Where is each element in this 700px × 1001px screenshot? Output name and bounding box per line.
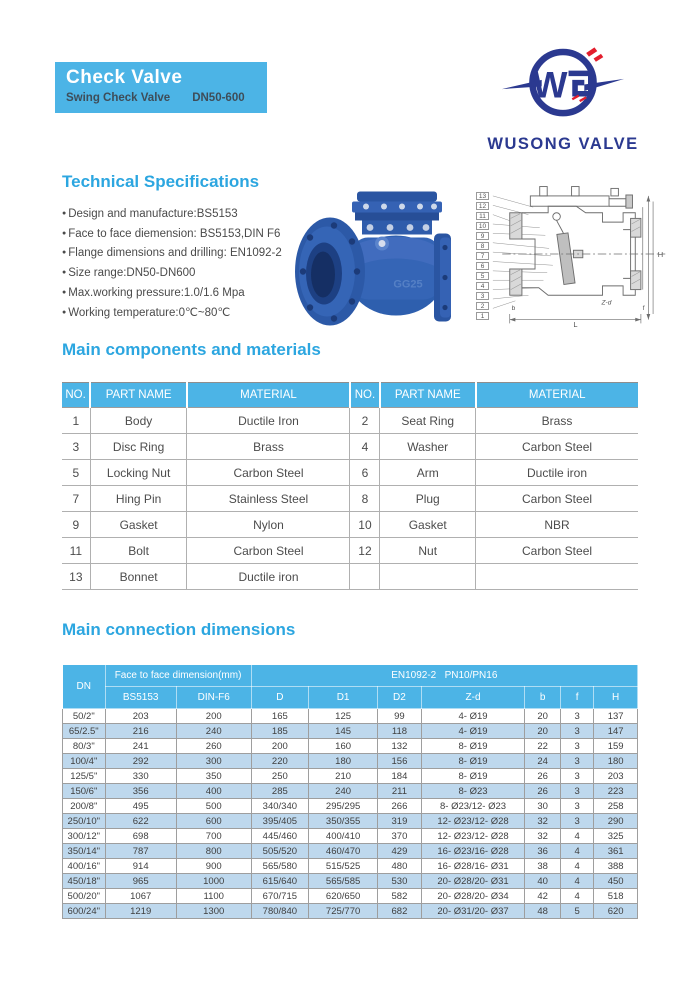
table-cell: 285 xyxy=(251,784,309,799)
table-cell: Gasket xyxy=(380,512,476,538)
table-cell: Carbon Steel xyxy=(187,460,350,486)
table-cell: Seat Ring xyxy=(380,408,476,434)
spec-bullet: ● Working temperature:0℃~80℃ xyxy=(62,307,294,320)
table-cell: 370 xyxy=(378,829,422,844)
table-cell: Body xyxy=(90,408,187,434)
table-cell: Stainless Steel xyxy=(187,486,350,512)
table-cell: 495 xyxy=(105,799,176,814)
table-cell: 4 xyxy=(560,874,593,889)
table-cell: 3 xyxy=(560,754,593,769)
col-b: b xyxy=(525,687,561,709)
dimensions-table xyxy=(62,664,638,919)
table-cell: 505/520 xyxy=(251,844,309,859)
table-cell: 682 xyxy=(378,904,422,919)
company-logo xyxy=(478,40,648,154)
table-cell: 4 xyxy=(350,434,380,460)
table-cell: 965 xyxy=(105,874,176,889)
table-cell: 725/770 xyxy=(309,904,378,919)
table-cell: 340/340 xyxy=(251,799,309,814)
table-cell: Locking Nut xyxy=(90,460,187,486)
svg-text:Z-d: Z-d xyxy=(601,299,612,307)
col-dinf6: DIN-F6 xyxy=(176,687,251,709)
dimension-row xyxy=(63,889,638,904)
spec-bullet: ● Design and manufacture:BS5153 xyxy=(62,208,294,221)
col-d: D xyxy=(251,687,309,709)
page-title: Check Valve xyxy=(66,67,183,88)
drawing-part-number: 11 xyxy=(476,212,489,220)
table-cell: 180 xyxy=(594,754,638,769)
spec-bullet: ● Face to face diemension: BS5153,DIN F6 xyxy=(62,228,294,241)
table-cell: 1100 xyxy=(176,889,251,904)
table-cell: 1219 xyxy=(105,904,176,919)
table-cell: 30 xyxy=(525,799,561,814)
drawing-part-number: 2 xyxy=(476,302,489,310)
col-h: H xyxy=(594,687,638,709)
table-cell: 118 xyxy=(378,724,422,739)
table-cell: 295/295 xyxy=(309,799,378,814)
table-cell: 8- Ø19 xyxy=(421,739,525,754)
dimension-row xyxy=(63,754,638,769)
table-cell: 145 xyxy=(309,724,378,739)
table-cell: Carbon Steel xyxy=(476,434,638,460)
dimension-row xyxy=(63,829,638,844)
table-cell: Carbon Steel xyxy=(476,538,638,564)
table-cell: 156 xyxy=(378,754,422,769)
table-cell: 250/10" xyxy=(63,814,106,829)
table-cell: Nut xyxy=(380,538,476,564)
table-cell: 319 xyxy=(378,814,422,829)
svg-text:L: L xyxy=(573,320,578,330)
col-no-1: NO. xyxy=(62,383,90,408)
table-cell: 8- Ø23 xyxy=(421,784,525,799)
table-cell: 780/840 xyxy=(251,904,309,919)
col-group-face: Face to face dimension(mm) xyxy=(105,665,251,687)
table-cell: 330 xyxy=(105,769,176,784)
table-cell: Arm xyxy=(380,460,476,486)
dimensions-title: Main connection dimensions xyxy=(62,620,296,639)
table-cell: 160 xyxy=(309,739,378,754)
svg-text:H: H xyxy=(657,249,664,259)
table-cell: 241 xyxy=(105,739,176,754)
table-cell: 900 xyxy=(176,859,251,874)
table-cell: 600/24" xyxy=(63,904,106,919)
table-cell: 620/650 xyxy=(309,889,378,904)
components-table xyxy=(62,382,638,590)
table-cell: 787 xyxy=(105,844,176,859)
table-cell: 3 xyxy=(560,784,593,799)
dimension-row xyxy=(63,859,638,874)
table-cell: 8- Ø19 xyxy=(421,769,525,784)
table-cell: 125 xyxy=(309,709,378,724)
table-cell: 200 xyxy=(251,739,309,754)
table-cell: Bolt xyxy=(90,538,187,564)
table-cell: 3 xyxy=(560,799,593,814)
table-cell: 200/8" xyxy=(63,799,106,814)
table-cell: Brass xyxy=(476,408,638,434)
table-cell: Ductile Iron xyxy=(187,408,350,434)
table-cell: 220 xyxy=(251,754,309,769)
table-cell: Plug xyxy=(380,486,476,512)
spec-bullet: ● Max.working pressure:1.0/1.6 Mpa xyxy=(62,287,294,300)
company-name: WUSONG VALVE xyxy=(487,135,639,153)
svg-text:f: f xyxy=(642,305,645,313)
dimension-row xyxy=(63,769,638,784)
component-row xyxy=(62,512,638,538)
size-range-label: DN50-600 xyxy=(192,92,245,104)
table-cell: 518 xyxy=(594,889,638,904)
table-cell: 3 xyxy=(560,709,593,724)
table-cell: 165 xyxy=(251,709,309,724)
svg-text:b: b xyxy=(511,305,516,313)
dimensions-section xyxy=(62,620,638,919)
col-bs5153: BS5153 xyxy=(105,687,176,709)
title-banner xyxy=(55,62,267,113)
table-cell: 50/2" xyxy=(63,709,106,724)
table-cell: 914 xyxy=(105,859,176,874)
table-cell: 582 xyxy=(378,889,422,904)
spec-bullet: ● Size range:DN50-DN600 xyxy=(62,267,294,280)
table-cell: 429 xyxy=(378,844,422,859)
table-cell: 11 xyxy=(62,538,90,564)
table-cell: 203 xyxy=(105,709,176,724)
components-title: Main components and materials xyxy=(62,340,321,359)
table-cell: 210 xyxy=(309,769,378,784)
table-cell: 24 xyxy=(525,754,561,769)
table-cell: 16- Ø28/16- Ø31 xyxy=(421,859,525,874)
dimension-row xyxy=(63,814,638,829)
table-cell: 13 xyxy=(62,564,90,590)
table-cell: 48 xyxy=(525,904,561,919)
table-cell: 565/585 xyxy=(309,874,378,889)
table-cell: Ductile iron xyxy=(187,564,350,590)
table-cell: Disc Ring xyxy=(90,434,187,460)
table-cell: Brass xyxy=(187,434,350,460)
table-cell: 100/4" xyxy=(63,754,106,769)
table-cell: 203 xyxy=(594,769,638,784)
drawing-part-number: 12 xyxy=(476,202,489,210)
dimension-row xyxy=(63,904,638,919)
table-cell: 460/470 xyxy=(309,844,378,859)
table-cell: 400/410 xyxy=(309,829,378,844)
table-cell: 184 xyxy=(378,769,422,784)
table-cell: 99 xyxy=(378,709,422,724)
drawing-part-number: 9 xyxy=(476,232,489,240)
sectional-drawing xyxy=(476,178,669,330)
table-cell: 125/5" xyxy=(63,769,106,784)
drawing-part-numbers xyxy=(476,192,489,320)
col-no-2: NO. xyxy=(350,383,380,408)
table-cell: 4 xyxy=(560,844,593,859)
table-cell: 388 xyxy=(594,859,638,874)
component-row xyxy=(62,538,638,564)
table-cell: 1067 xyxy=(105,889,176,904)
table-cell: 1 xyxy=(62,408,90,434)
table-cell: 20 xyxy=(525,724,561,739)
table-cell: 180 xyxy=(309,754,378,769)
dimension-row xyxy=(63,739,638,754)
table-cell: 10 xyxy=(350,512,380,538)
table-cell: 5 xyxy=(62,460,90,486)
table-cell: Nylon xyxy=(187,512,350,538)
table-cell: 260 xyxy=(176,739,251,754)
table-cell: 300/12" xyxy=(63,829,106,844)
table-cell: 6 xyxy=(350,460,380,486)
col-partname-2: PART NAME xyxy=(380,383,476,408)
table-cell: 450 xyxy=(594,874,638,889)
table-cell: 12- Ø23/12- Ø28 xyxy=(421,829,525,844)
dim-header-row-2 xyxy=(63,687,638,709)
col-d1: D1 xyxy=(309,687,378,709)
table-cell: 36 xyxy=(525,844,561,859)
valve-type-label: Swing Check Valve xyxy=(66,92,171,104)
table-cell: 350/14" xyxy=(63,844,106,859)
table-cell: 80/3" xyxy=(63,739,106,754)
table-cell: 12 xyxy=(350,538,380,564)
drawing-part-number: 1 xyxy=(476,312,489,320)
table-cell: 3 xyxy=(560,769,593,784)
table-cell: 137 xyxy=(594,709,638,724)
table-cell: 400 xyxy=(176,784,251,799)
table-cell: 240 xyxy=(176,724,251,739)
table-cell: 3 xyxy=(560,814,593,829)
table-cell: 500/20" xyxy=(63,889,106,904)
table-cell: Carbon Steel xyxy=(476,486,638,512)
component-row xyxy=(62,486,638,512)
wusong-logo-icon xyxy=(493,40,633,128)
table-cell: 4- Ø19 xyxy=(421,724,525,739)
col-partname-1: PART NAME xyxy=(90,383,187,408)
table-cell: 800 xyxy=(176,844,251,859)
table-cell: 395/405 xyxy=(251,814,309,829)
table-cell: 622 xyxy=(105,814,176,829)
table-cell: 65/2.5" xyxy=(63,724,106,739)
table-cell: 132 xyxy=(378,739,422,754)
table-cell: Gasket xyxy=(90,512,187,538)
drawing-part-number: 4 xyxy=(476,282,489,290)
table-cell: 258 xyxy=(594,799,638,814)
drawing-part-number: 7 xyxy=(476,252,489,260)
table-cell: 223 xyxy=(594,784,638,799)
table-cell: 42 xyxy=(525,889,561,904)
table-cell: 8 xyxy=(350,486,380,512)
dimension-row xyxy=(63,799,638,814)
table-cell: 4 xyxy=(560,829,593,844)
table-cell: 200 xyxy=(176,709,251,724)
table-cell xyxy=(350,564,380,590)
dim-header-row-1 xyxy=(63,665,638,687)
table-cell: 8- Ø19 xyxy=(421,754,525,769)
table-cell: 150/6" xyxy=(63,784,106,799)
table-cell: 147 xyxy=(594,724,638,739)
col-material-1: MATERIAL xyxy=(187,383,350,408)
table-cell: Ductile iron xyxy=(476,460,638,486)
table-cell: 20- Ø28/20- Ø34 xyxy=(421,889,525,904)
table-cell: 159 xyxy=(594,739,638,754)
table-cell: 185 xyxy=(251,724,309,739)
table-cell: 20- Ø31/20- Ø37 xyxy=(421,904,525,919)
table-cell: 16- Ø23/16- Ø28 xyxy=(421,844,525,859)
table-cell: Carbon Steel xyxy=(187,538,350,564)
table-cell: 4 xyxy=(560,889,593,904)
table-cell: 26 xyxy=(525,769,561,784)
table-cell: 600 xyxy=(176,814,251,829)
table-cell xyxy=(476,564,638,590)
table-cell: Bonnet xyxy=(90,564,187,590)
drawing-part-number: 10 xyxy=(476,222,489,230)
table-cell: 5 xyxy=(560,904,593,919)
table-cell: NBR xyxy=(476,512,638,538)
table-cell: 3 xyxy=(560,724,593,739)
col-zd: Z-d xyxy=(421,687,525,709)
table-cell: 698 xyxy=(105,829,176,844)
table-cell: 350/355 xyxy=(309,814,378,829)
table-cell: 325 xyxy=(594,829,638,844)
col-material-2: MATERIAL xyxy=(476,383,638,408)
table-cell: 361 xyxy=(594,844,638,859)
table-cell: 4 xyxy=(560,859,593,874)
table-cell: 1000 xyxy=(176,874,251,889)
table-cell: 9 xyxy=(62,512,90,538)
table-cell: 480 xyxy=(378,859,422,874)
col-d2: D2 xyxy=(378,687,422,709)
table-cell: 20 xyxy=(525,709,561,724)
table-cell: 700 xyxy=(176,829,251,844)
drawing-part-number: 13 xyxy=(476,192,489,200)
dimension-row xyxy=(63,874,638,889)
table-cell: 3 xyxy=(560,739,593,754)
table-cell: 240 xyxy=(309,784,378,799)
dimensions-table-body xyxy=(63,709,638,919)
dimension-row xyxy=(63,724,638,739)
col-f: f xyxy=(560,687,593,709)
table-cell: 250 xyxy=(251,769,309,784)
table-cell: 670/715 xyxy=(251,889,309,904)
valve-casting-mark: GG25 xyxy=(393,278,423,291)
table-cell: 350 xyxy=(176,769,251,784)
components-section xyxy=(62,340,638,590)
components-header-row xyxy=(62,383,638,408)
table-cell: 7 xyxy=(62,486,90,512)
table-cell: 40 xyxy=(525,874,561,889)
component-row xyxy=(62,434,638,460)
banner-subtitle xyxy=(66,92,256,104)
table-cell: 292 xyxy=(105,754,176,769)
dimension-row xyxy=(63,844,638,859)
valve-drawing-icon xyxy=(491,178,669,330)
table-cell: 211 xyxy=(378,784,422,799)
table-cell: 500 xyxy=(176,799,251,814)
table-cell: 20- Ø28/20- Ø31 xyxy=(421,874,525,889)
table-cell: 32 xyxy=(525,829,561,844)
components-table-body xyxy=(62,408,638,590)
component-row xyxy=(62,408,638,434)
table-cell: 445/460 xyxy=(251,829,309,844)
spec-bullet: ● Flange dimensions and drilling: EN1092-2 xyxy=(62,247,294,260)
table-cell: 216 xyxy=(105,724,176,739)
table-cell xyxy=(380,564,476,590)
table-cell: 530 xyxy=(378,874,422,889)
table-cell: 4- Ø19 xyxy=(421,709,525,724)
col-dn: DN xyxy=(63,665,106,709)
col-group-en1092: EN1092-2 PN10/PN16 xyxy=(251,665,637,687)
tech-specs-list xyxy=(62,208,294,320)
table-cell: 1300 xyxy=(176,904,251,919)
dimension-row xyxy=(63,709,638,724)
table-cell: 12- Ø23/12- Ø28 xyxy=(421,814,525,829)
table-cell: 515/525 xyxy=(309,859,378,874)
table-cell: 38 xyxy=(525,859,561,874)
table-cell: 32 xyxy=(525,814,561,829)
svg-text:W: W xyxy=(532,63,568,106)
table-cell: 22 xyxy=(525,739,561,754)
table-cell: 3 xyxy=(62,434,90,460)
drawing-part-number: 5 xyxy=(476,272,489,280)
drawing-part-number: 3 xyxy=(476,292,489,300)
table-cell: 400/16" xyxy=(63,859,106,874)
table-cell: Washer xyxy=(380,434,476,460)
table-cell: Hing Pin xyxy=(90,486,187,512)
table-cell: 300 xyxy=(176,754,251,769)
table-cell: 615/640 xyxy=(251,874,309,889)
table-cell: 450/18" xyxy=(63,874,106,889)
table-cell: 290 xyxy=(594,814,638,829)
table-cell: 8- Ø23/12- Ø23 xyxy=(421,799,525,814)
tech-specs-title: Technical Specifications xyxy=(62,172,260,191)
component-row xyxy=(62,564,638,590)
component-row xyxy=(62,460,638,486)
table-cell: 26 xyxy=(525,784,561,799)
table-cell: 356 xyxy=(105,784,176,799)
table-cell: 266 xyxy=(378,799,422,814)
table-cell: 565/580 xyxy=(251,859,309,874)
table-cell: 620 xyxy=(594,904,638,919)
table-cell: 2 xyxy=(350,408,380,434)
tech-specs-section xyxy=(62,172,664,332)
drawing-part-number: 6 xyxy=(476,262,489,270)
valve-photo xyxy=(294,174,464,332)
drawing-part-number: 8 xyxy=(476,242,489,250)
dimension-row xyxy=(63,784,638,799)
